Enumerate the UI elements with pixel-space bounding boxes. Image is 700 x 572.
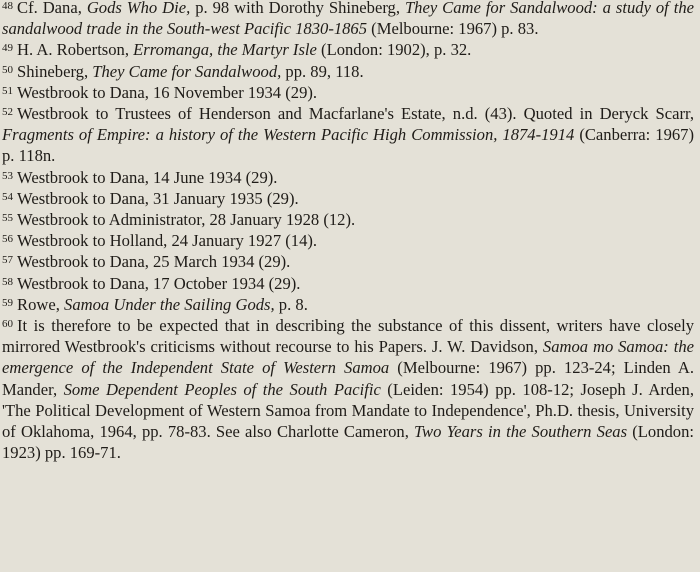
footnote-list bbox=[2, 0, 694, 463]
footnote-number: 56 bbox=[2, 233, 13, 246]
footnote-48 bbox=[2, 0, 694, 39]
footnote-text: Westbrook to Dana, 17 October 1934 (29). bbox=[17, 273, 301, 293]
footnote-text: H. A. Robertson, bbox=[17, 40, 134, 60]
footnote-51 bbox=[2, 82, 694, 103]
footnote-text: (Canberra: 1967) p. 118n. bbox=[2, 125, 694, 166]
footnote-text: Cf. Dana, bbox=[17, 0, 87, 17]
footnote-title: Two Years in the Southern Seas bbox=[414, 422, 628, 442]
footnote-number: 54 bbox=[2, 190, 13, 203]
footnote-number: 58 bbox=[2, 275, 13, 288]
footnote-title: They Came for Sandalwood, bbox=[92, 61, 282, 81]
footnote-text: p. 8. bbox=[274, 294, 308, 314]
footnote-text: Rowe, bbox=[17, 294, 65, 314]
footnote-text: (London: 1902), p. 32. bbox=[316, 40, 472, 60]
footnote-text: It is therefore to be expected that in describing the substance of this dissent, writers have closely mirrored Westbrook's criticisms without recourse to his Papers. J. W. Davidson, bbox=[2, 316, 694, 357]
footnote-text: Westbrook to Dana, 25 March 1934 (29). bbox=[17, 252, 291, 272]
footnote-number: 49 bbox=[2, 42, 13, 55]
footnote-text: Shineberg, bbox=[17, 61, 93, 81]
footnote-text: (Leiden: 1954) pp. 108-12; Joseph J. Arden, 'The Political Development of Western Samoa from Mandate to Independence', Ph.D. thesis, University of Oklahoma, 1964, pp. 78-83. See also Charlotte Cameron, bbox=[2, 379, 694, 442]
footnote-text: Westbrook to Holland, 24 January 1927 (14). bbox=[17, 231, 318, 251]
footnote-53 bbox=[2, 167, 694, 188]
footnote-text: (Melbourne: 1967) p. 83. bbox=[367, 19, 539, 39]
footnote-number: 59 bbox=[2, 296, 13, 309]
footnote-text: (Melbourne: 1967) pp. 123-24; Linden A. Mander, bbox=[2, 358, 694, 399]
footnote-title: Some Dependent Peoples of the South Pacific bbox=[63, 379, 381, 399]
footnote-number: 57 bbox=[2, 254, 13, 267]
footnote-number: 55 bbox=[2, 212, 13, 225]
footnote-title: Samoa Under the Sailing Gods, bbox=[64, 294, 275, 314]
footnote-number: 53 bbox=[2, 169, 13, 182]
footnote-60 bbox=[2, 315, 694, 463]
footnote-56 bbox=[2, 230, 694, 251]
footnote-number: 52 bbox=[2, 106, 13, 119]
footnote-text: (London: 1923) pp. 169-71. bbox=[2, 422, 695, 463]
footnote-number: 50 bbox=[2, 63, 13, 76]
footnote-title: Samoa mo Samoa: the emergence of the Independent State of Western Samoa bbox=[2, 337, 694, 378]
footnote-50 bbox=[2, 61, 694, 82]
footnote-57 bbox=[2, 251, 694, 272]
footnote-58 bbox=[2, 273, 694, 294]
footnote-number: 60 bbox=[2, 318, 13, 331]
footnote-title: Erromanga, the Martyr Isle bbox=[133, 40, 317, 60]
footnote-54 bbox=[2, 188, 694, 209]
footnote-title: They Came for Sandalwood: a study of the sandalwood trade in the South-west Pacific 1830-1865 bbox=[2, 0, 695, 39]
footnote-title: Gods Who Die, bbox=[86, 0, 191, 17]
footnote-text: pp. 89, 118. bbox=[281, 61, 364, 81]
footnote-text: Westbrook to Dana, 14 June 1934 (29). bbox=[17, 167, 278, 187]
footnote-number: 48 bbox=[2, 0, 13, 12]
footnote-title: Fragments of Empire: a history of the Western Pacific High Commission, 1874-1914 bbox=[2, 125, 575, 145]
footnote-52 bbox=[2, 103, 694, 167]
footnote-55 bbox=[2, 209, 694, 230]
footnote-text: Westbrook to Dana, 16 November 1934 (29). bbox=[17, 82, 318, 102]
footnote-number: 51 bbox=[2, 84, 13, 97]
footnote-59 bbox=[2, 294, 694, 315]
footnote-text: Westbrook to Dana, 31 January 1935 (29). bbox=[17, 188, 299, 208]
footnote-text: Westbrook to Administrator, 28 January 1928 (12). bbox=[17, 210, 356, 230]
footnote-text: Westbrook to Trustees of Henderson and Macfarlane's Estate, n.d. (43). Quoted in Deryck Scarr, bbox=[17, 104, 694, 124]
footnote-text: p. 98 with Dorothy Shineberg, bbox=[190, 0, 405, 17]
footnote-49 bbox=[2, 39, 694, 60]
